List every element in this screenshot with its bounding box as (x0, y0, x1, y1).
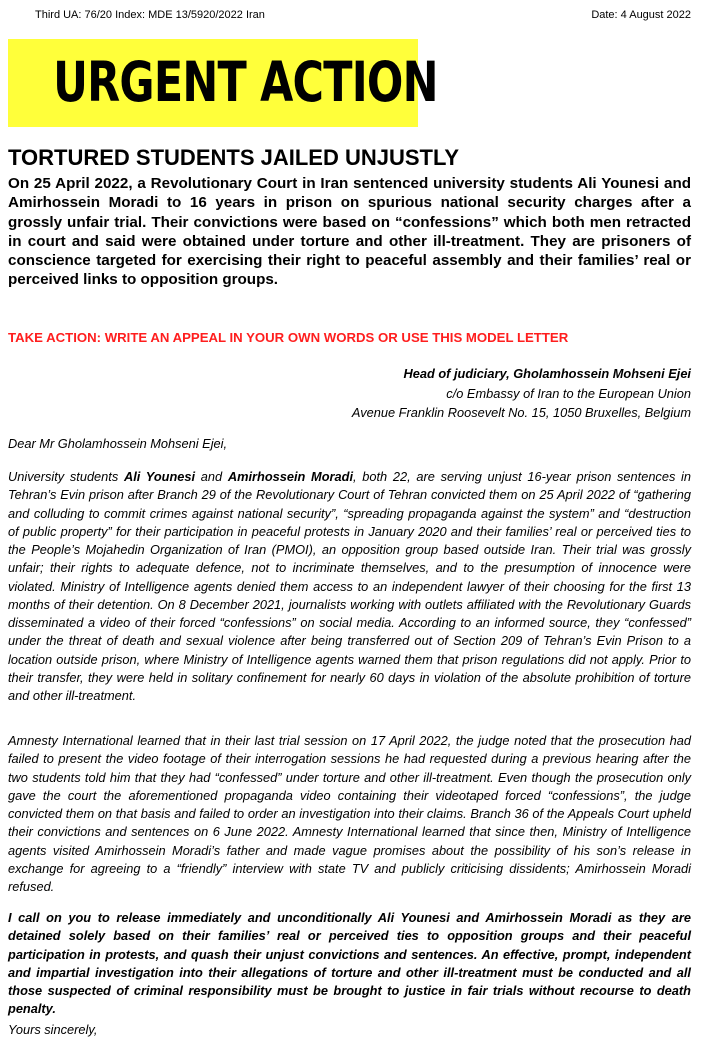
document-reference: Third UA: 76/20 Index: MDE 13/5920/2022 Iran (35, 9, 265, 21)
letter-salutation: Dear Mr Gholamhossein Mohseni Ejei, (8, 436, 228, 451)
address-line-2: Avenue Franklin Roosevelt No. 15, 1050 Bruxelles, Belgium (351, 405, 691, 421)
para1-text-a: University students (8, 469, 124, 484)
para1-text-b: and (195, 469, 228, 484)
para1-text-c: , both 22, are serving unjust 16-year prison sentences in Tehran’s Evin prison after Branch 29 of the Revolutionary Court of Tehran convicted them on 25 April 2022 of “gathering and colluding to commit crimes against national security”, “spreading propaganda against the system” and “destruction of public property” for their participation in peaceful protests in January 2020 and their families’ real or perceived ties to the People’s Mojahedin Organization of Iran (PMOI), an opposition group based outside Iran. Their trial was grossly unfair; their rights to adequate defence, not to incriminate themselves, and to the presumption of innocence were violated. Ministry of Intelligence agents denied them access to an independent lawyer of their choosing for the first 13 months of their detention. On 8 December 2021, journalists working with outlets affiliated with the Revolutionary Guards disseminated a video of their forced “confessions” on social media. According to an informed source, they “confessed” under the threat of death and sexual violence after being transferred out of Section 209 of Tehran’s Evin Prison to a location outside prison, where Ministry of Intelligence agents warned them that prison regulations did not apply. Prior to their transfer, they were held in solitary confinement for nearly 60 days in violation of the absolute prohibition of torture and other ill-treatment. (8, 469, 692, 703)
recipient-address (271, 364, 691, 423)
address-line-1: c/o Embassy of Iran to the European Union (446, 385, 691, 401)
student-name-amirhossein: Amirhossein Moradi (227, 469, 354, 484)
address-recipient: Head of judiciary, Gholamhossein Mohseni Ejei (403, 366, 691, 381)
summary-paragraph: On 25 April 2022, a Revolutionary Court in Iran sentenced university students Ali Younesi and Amirhossein Moradi to 16 years in prison on spurious national security charges after a grossly unfair trial. Their convictions were based on “confessions” which both men retracted in court and said were obtained under torture and other ill-treatment. They are prisoners of conscience targeted for exercising their right to peaceful assembly and their families’ real or perceived links to opposition groups. (8, 175, 691, 289)
student-name-ali: Ali Younesi (123, 469, 196, 484)
document-date: Date: 4 August 2022 (591, 9, 691, 21)
letter-paragraph-1 (8, 468, 691, 705)
page-title: TORTURED STUDENTS JAILED UNJUSTLY (8, 145, 460, 170)
letter-closing: Yours sincerely, (8, 1022, 98, 1037)
take-action-callout: TAKE ACTION: WRITE AN APPEAL IN YOUR OWN WORDS OR USE THIS MODEL LETTER (8, 330, 569, 345)
letter-paragraph-2: Amnesty International learned that in their last trial session on 17 April 2022, the judge noted that the prosecution had failed to present the video footage of their interrogation sessions he had requested during a previous hearing after the two students told him that they had “confessed” under torture and other ill-treatment. Even though the prosecution only gave the court the aforementioned propaganda video containing their videotaped forced “confessions”, the judge convicted them on that basis and failed to order an investigation into their claims. Branch 36 of the Appeals Court upheld their convictions and sentences on 6 June 2022. Amnesty International learned that since then, Ministry of Intelligence agents visited Amirhossein Moradi’s father and made vague promises about the possibility of his son’s release in exchange for agreeing to a “friendly” interview with state TV and publicly criticising dissidents; Amirhossein Moradi refused. (8, 733, 691, 894)
banner-title: URGENT ACTION (53, 50, 438, 114)
urgent-action-banner (8, 39, 438, 127)
letter-call-to-action: I call on you to release immediately and unconditionally Ali Younesi and Amirhossein Moradi as they are detained solely based on their families’ real or perceived ties to opposition groups and their peaceful participation in protests, and quash their unjust convictions and sentences. An effective, prompt, independent and impartial investigation into their allegations of torture and other ill-treatment must be conducted and all those suspected of criminal responsibility must be brought to justice in fair trials without recourse to death penalty. (8, 910, 691, 1017)
